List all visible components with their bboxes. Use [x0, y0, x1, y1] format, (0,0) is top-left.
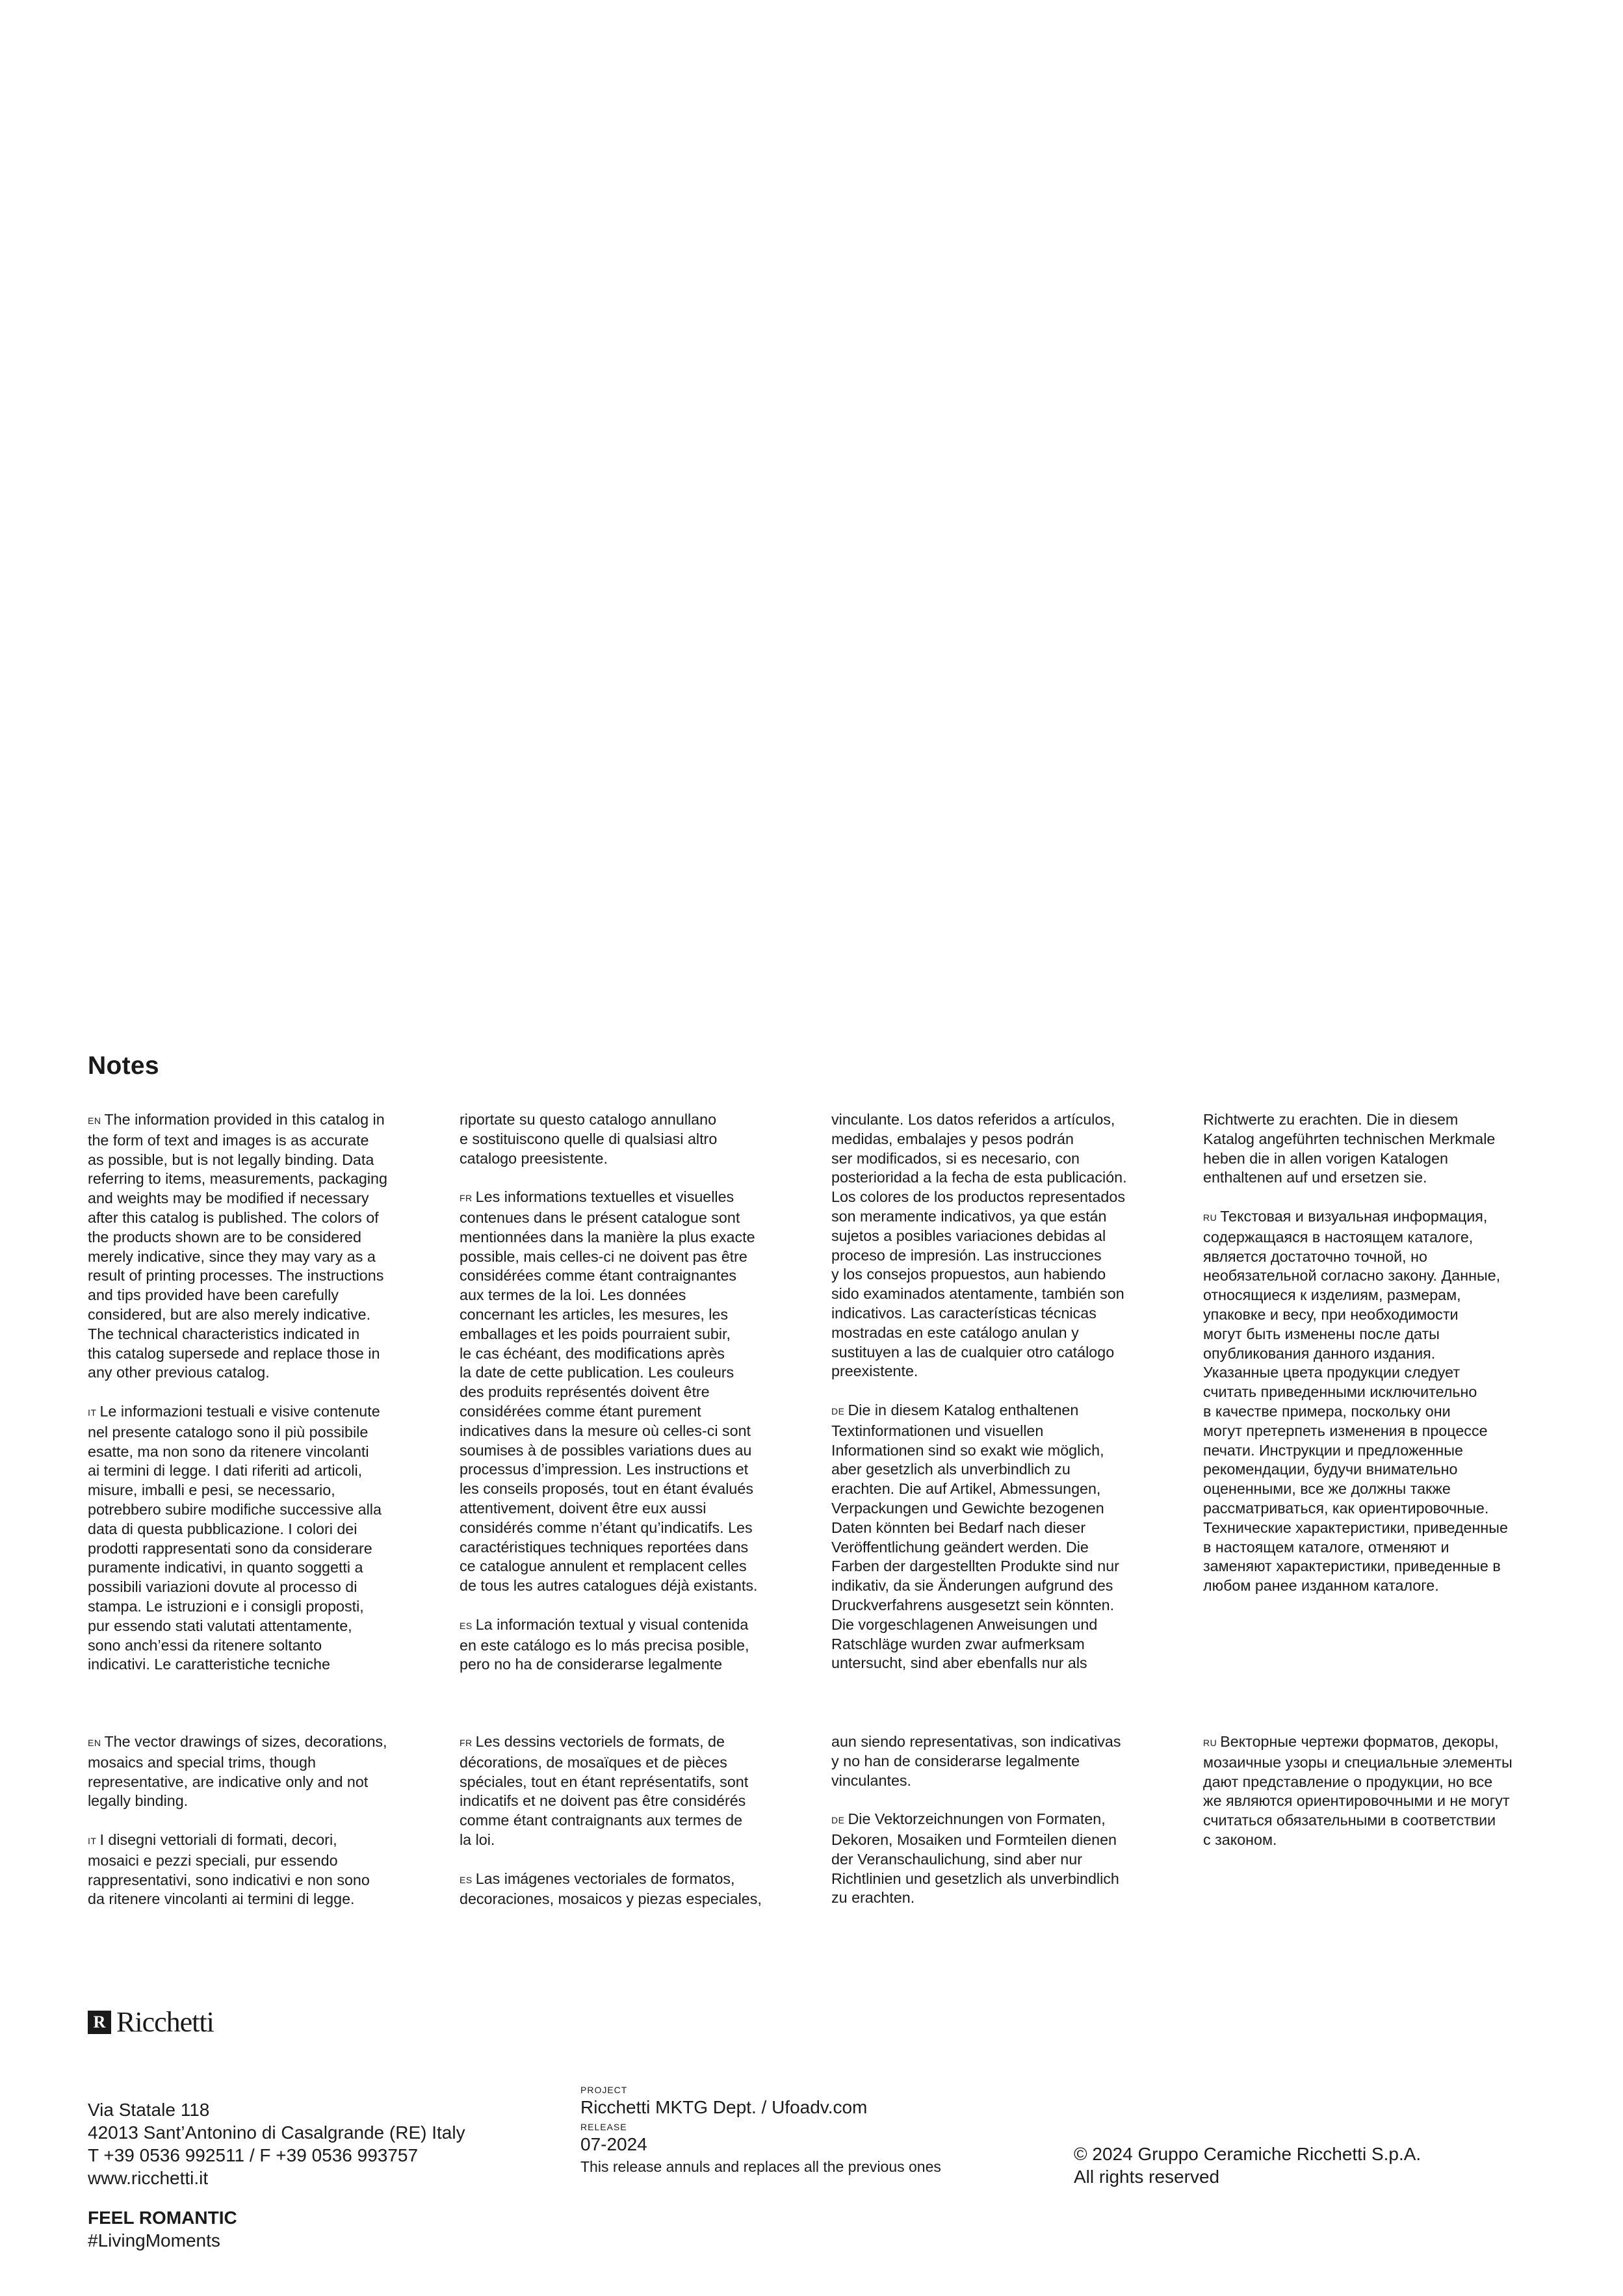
- project-value: Ricchetti MKTG Dept. / Ufoadv.com: [580, 2097, 868, 2117]
- notes-column: [1203, 1732, 1538, 1929]
- company-address: [88, 2098, 465, 2189]
- copyright-line: © 2024 Gruppo Ceramiche Ricchetti S.p.A.: [1074, 2144, 1422, 2164]
- paragraph-text: Richtwerte zu erachten. Die in diesem Katalog angeführten technischen Merkmale heben die in allen vorigen Katalogen enthaltenen auf und ersetzen sie.: [1203, 1111, 1496, 1186]
- notes-section-general: [88, 1110, 1537, 1694]
- paragraph-text: riportate su questo catalogo annullano e sostituiscono quelle di qualsiasi altro catalogo preesistente.: [460, 1111, 718, 1167]
- notes-paragraph: [460, 1188, 794, 1596]
- language-code: FR: [460, 1193, 473, 1204]
- language-code: DE: [831, 1815, 845, 1826]
- paragraph-text: Die in diesem Katalog enthaltenen Textinformationen und visuellen Informationen sind so exakt wie möglich, aber gesetzlich als unverbindlich zu erachten. Die auf Artikel, Abmessungen, Verpackungen und Gewichte bezogenen Daten könnten bei Bedarf nach dieser Veröffentlichung geändert werden. Die Farben der dargestellten Produkte sind nur indikativ, da sie Änderungen aufgrund des Druckverfahrens ausgesetzt sein könnten. Die vorgeschlagenen Anweisungen und Ratschläge wurden zwar aufmerksam untersucht, sind aber ebenfalls nur als: [831, 1401, 1119, 1672]
- project-info: [580, 2084, 941, 2176]
- notes-paragraph: [831, 1110, 1166, 1381]
- address-street: Via Statale 118: [88, 2100, 210, 2120]
- release-value: 07-2024: [580, 2134, 647, 2154]
- paragraph-text: aun siendo representativas, son indicativas y no han de considerarse legalmente vinculantes.: [831, 1733, 1121, 1789]
- paragraph-text: Les dessins vectoriels de formats, de décorations, de mosaïques et de pièces spéciales, tout en étant représentatifs, sont indicatifs et ne doivent pas être considérés comme étant contraignants aux termes de la loi.: [460, 1733, 749, 1848]
- language-code: IT: [88, 1835, 97, 1846]
- notes-paragraph: [460, 1110, 794, 1168]
- notes-paragraph: [460, 1870, 794, 1910]
- language-code: RU: [1203, 1738, 1217, 1748]
- paragraph-text: Las imágenes vectoriales de formatos, decoraciones, mosaicos y piezas especiales,: [460, 1870, 762, 1908]
- language-code: DE: [831, 1405, 845, 1416]
- tagline-title: FEEL ROMANTIC: [88, 2208, 237, 2228]
- language-code: ES: [460, 1874, 473, 1885]
- notes-paragraph: [831, 1810, 1166, 1908]
- language-code: IT: [88, 1407, 97, 1418]
- paragraph-text: Текстовая и визуальная информация, содержащаяся в настоящем каталоге, является достаточно точной, но необязательной согласно закону. Данные, относящиеся к изделиям, размерам, упаковке и весу, при необходимости могут быть изменены после даты опубликования данного издания. Указанные цвета продукции следует считать приведенными исключительно в качестве примера, поскольку они могут претерпеть изменения в процессе печати. Инструкции и предложенные рекомендации, будучи внимательно оцененными, все же должны также рассматриваться, как ориентировочные. Технические характеристики, приведенные в настоящем каталоге, отменяют и заменяют характеристики, приведенные в любом ранее изданном каталоге.: [1203, 1207, 1508, 1595]
- notes-paragraph: [88, 1110, 422, 1383]
- website-link[interactable]: www.ricchetti.it: [88, 2168, 209, 2188]
- rights-reserved: All rights reserved: [1074, 2167, 1220, 2187]
- notes-column: [88, 1732, 422, 1929]
- paragraph-text: vinculante. Los datos referidos a artículos, medidas, embalajes y pesos podrán ser modificados, si es necesario, con posterioridad a la fecha de esta publicación. Los colores de los productos representados son meramente indicativos, ya que están sujetos a posibles variaciones debidas al proceso de impresión. Las instrucciones y los consejos propuestos, aun habiendo sido examinados atentamente, también son indicativos. Las características técnicas mostradas en este catálogo anulan y sustituyen a las de cualquier otro catálogo preexistente.: [831, 1111, 1127, 1380]
- notes-column: [460, 1732, 794, 1929]
- paragraph-text: The information provided in this catalog in the form of text and images is as accurate as possible, but is not legally binding. Data referring to items, measurements, packaging and weights may be modified if necessary after this catalog is published. The colors of the products shown are to be considered merely indicative, since they may vary as a result of printing processes. The instructions and tips provided have been carefully considered, but are also merely indicative. The technical characteristics indicated in this catalog supersede and replace those in any other previous catalog.: [88, 1111, 387, 1381]
- language-code: RU: [1203, 1212, 1217, 1223]
- language-code: FR: [460, 1738, 473, 1748]
- notes-section-vector-drawings: [88, 1732, 1537, 1929]
- notes-column: [460, 1110, 794, 1694]
- notes-paragraph: [88, 1732, 422, 1811]
- paragraph-text: The vector drawings of sizes, decorations, mosaics and special trims, though representative, are indicative only and not legally binding.: [88, 1733, 387, 1810]
- notes-column: [1203, 1110, 1538, 1694]
- tagline-hashtag: #LivingMoments: [88, 2230, 220, 2250]
- copyright: [1074, 2143, 1421, 2188]
- notes-paragraph: [1203, 1110, 1538, 1188]
- paragraph-text: La información textual y visual contenida en este catálogo es lo más precisa posible, pero no ha de considerarse legalmente: [460, 1615, 749, 1673]
- notes-paragraph: [88, 1402, 422, 1675]
- notes-column: [831, 1732, 1166, 1929]
- language-code: EN: [88, 1115, 101, 1126]
- project-label: PROJECT: [580, 2085, 628, 2095]
- notes-paragraph: [460, 1615, 794, 1675]
- page-title: Notes: [88, 1052, 159, 1080]
- paragraph-text: Die Vektorzeichnungen von Formaten, Dekoren, Mosaiken und Formteilen dienen der Veranschaulichung, sind aber nur Richtlinien und gesetzlich als unverbindlich zu erachten.: [831, 1810, 1119, 1907]
- paragraph-text: Векторные чертежи форматов, декоры, мозаичные узоры и специальные элементы дают представление о продукции, но все же являются ориентировочными и не могут считаться обязательными в соответствии с законом.: [1203, 1733, 1513, 1848]
- notes-paragraph: [1203, 1732, 1538, 1850]
- notes-paragraph: [831, 1401, 1166, 1673]
- notes-paragraph: [1203, 1207, 1538, 1596]
- address-phone-fax: T +39 0536 992511 / F +39 0536 993757: [88, 2145, 419, 2165]
- ricchetti-logo: [88, 2005, 214, 2039]
- release-label: RELEASE: [580, 2122, 627, 2132]
- release-note: This release annuls and replaces all the previous ones: [580, 2158, 941, 2175]
- notes-paragraph: [831, 1732, 1166, 1790]
- address-city: 42013 Sant’Antonino di Casalgrande (RE) Italy: [88, 2122, 465, 2143]
- notes-paragraph: [460, 1732, 794, 1850]
- notes-paragraph: [88, 1831, 422, 1909]
- logo-wordmark: Ricchetti: [116, 2006, 214, 2038]
- paragraph-text: I disegni vettoriali di formati, decori, mosaici e pezzi speciali, pur essendo rappresentativi, sono indicativi e non sono da ritenere vincolanti ai termini di legge.: [88, 1831, 370, 1908]
- paragraph-text: Le informazioni testuali e visive contenute nel presente catalogo sono il più possibile esatte, ma non sono da ritenere vincolanti ai termini di legge. I dati riferiti ad articoli, misure, imballi e pesi, se necessario, potrebbero subire modifiche successive alla data di questa pubblicazione. I colori dei prodotti rappresentati sono da considerare puramente indicativi, in quanto soggetti a possibili variazioni dovute al processo di stampa. Le istruzioni e i consigli proposti, pur essendo stati valutati attentamente, sono anch’essi da ritenere soltanto indicativi. Le caratteristiche tecniche: [88, 1402, 382, 1673]
- notes-column: [88, 1110, 422, 1694]
- language-code: EN: [88, 1738, 101, 1748]
- paragraph-text: Les informations textuelles et visuelles contenues dans le présent catalogue sont mentionnées dans la manière la plus exacte possible, mais celles-ci ne doivent pas être considérées comme étant contraignantes aux termes de la loi. Les données concernant les articles, les mesures, les emballages et les poids pourraient subir, le cas échéant, des modifications après la date de cette publication. Les couleurs des produits représentés doivent être considérées comme étant purement indicatives dans la mesure où celles-ci sont soumises à de possibles variations dues au processus d’impression. Les instructions et les conseils proposés, tout en étant évalués attentivement, doivent être eux aussi considérés comme n’étant qu’indicatifs. Les caractéristiques techniques reportées dans ce catalogue annulent et remplacent celles de tous les autres catalogues déjà existants.: [460, 1188, 758, 1595]
- logo-mark-icon: R: [88, 2011, 111, 2034]
- notes-column: [831, 1110, 1166, 1694]
- tagline: [88, 2206, 237, 2252]
- language-code: ES: [460, 1620, 473, 1631]
